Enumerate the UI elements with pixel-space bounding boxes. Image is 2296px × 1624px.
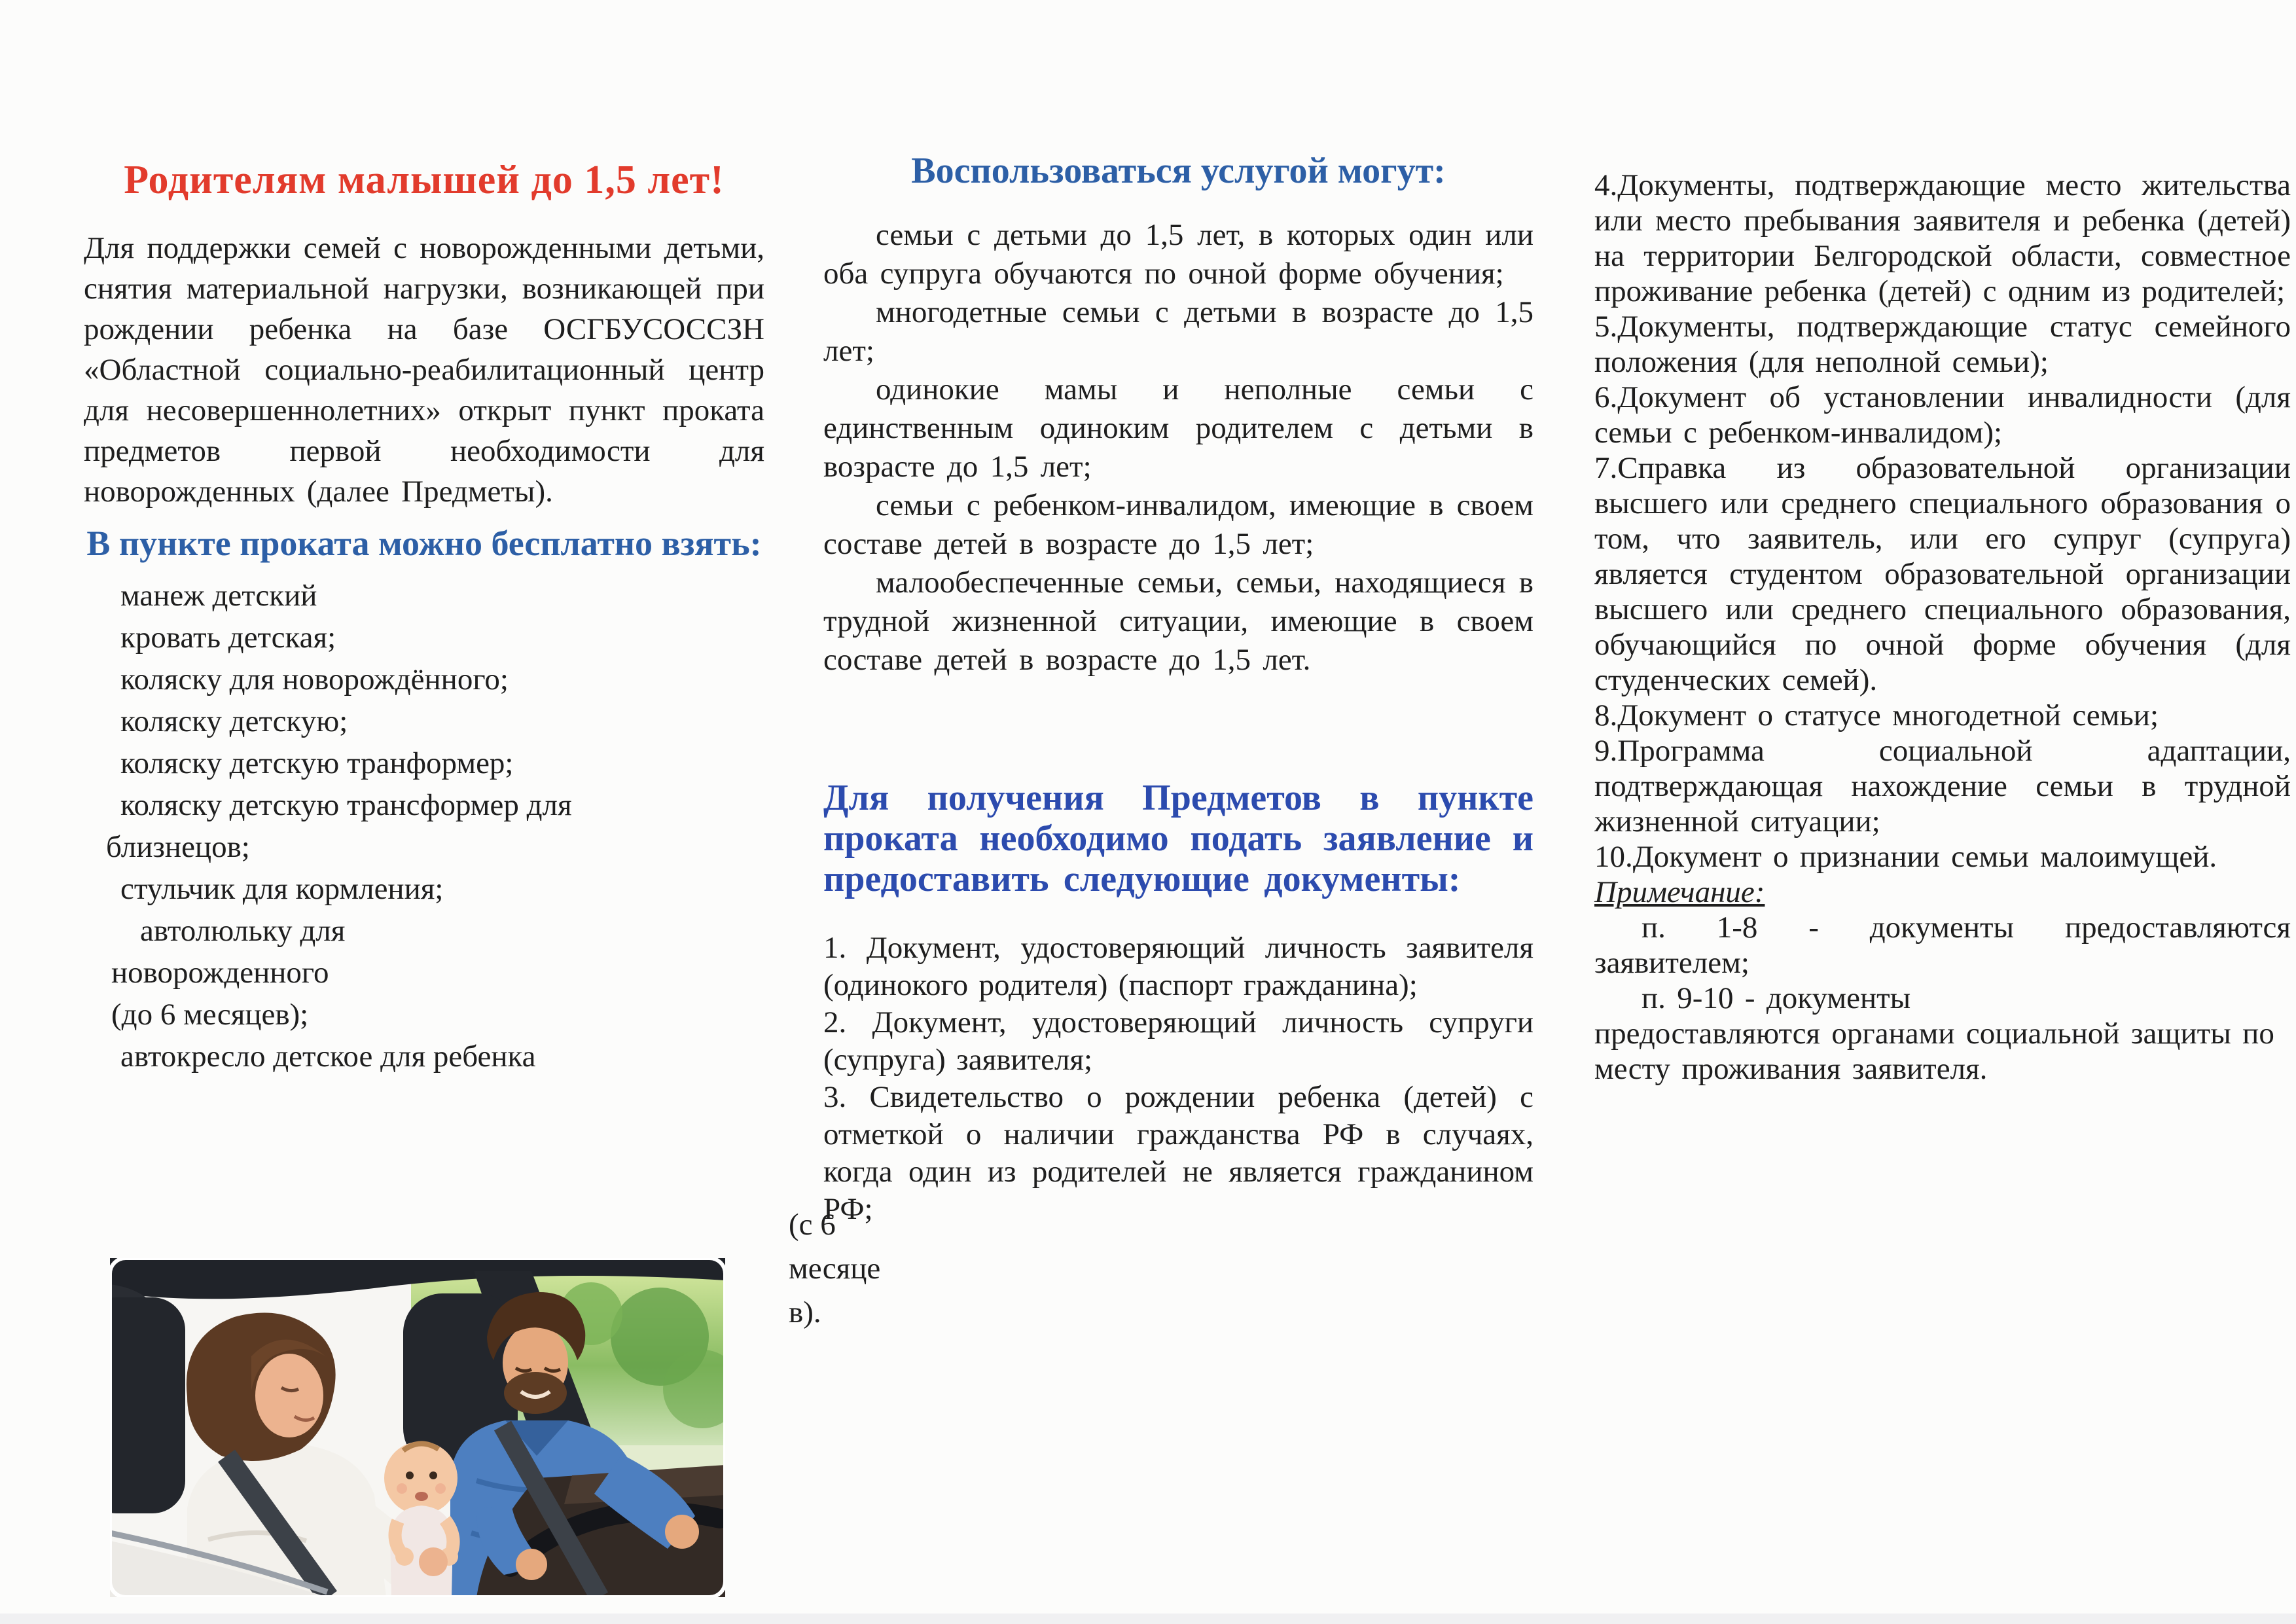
eligibility-paragraph: малообеспеченные семьи, семьи, находящиеся в трудной жизненной ситуации, имеющие в своем составе детей в возрасте до 1,5 лет. xyxy=(823,566,1534,677)
list-item: кровать детская; xyxy=(120,621,336,655)
family-in-car-illustration xyxy=(110,1258,725,1597)
document-item: 9.Программа социальной адаптации, подтверждающая нахождение семьи в трудной жизненной ситуации; xyxy=(1594,734,2291,839)
wrap-line: в). xyxy=(789,1295,821,1329)
note-line: предоставляются органами социальной защиты по месту проживания заявителя. xyxy=(1594,1017,2274,1086)
list-item: коляску детскую транформер; xyxy=(120,746,514,780)
rental-items-heading: В пункте проката можно бесплатно взять: xyxy=(86,524,762,563)
document-item: 7.Справка из образовательной организации высшего или среднего специального образования о том, что заявитель, или его супруг (супруга) является студентом образовательной организации высшего или среднего специального образования, обучающийся по очной форме обучения (для студенческих семей). xyxy=(1594,451,2291,697)
family-in-car-photo xyxy=(110,1258,725,1597)
intro-paragraph: Для поддержки семей с новорожденными детьми, снятия материальной нагрузки, возникающей при рождении ребенка на базе ОСГБУСОССЗН «Областной социально-реабилитационный центр для несовершеннолетних» открыт пункт проката предметов первой необходимости для новорожденных (далее Предметы). xyxy=(84,231,764,509)
list-item: автолюльку для xyxy=(140,914,346,948)
list-item-continuation: близнецов; xyxy=(106,830,250,864)
list-item: коляску для новорождённого; xyxy=(120,662,509,696)
document-item: 10.Документ о признании семьи малоимущей. xyxy=(1594,840,2217,874)
list-item: коляску детскую; xyxy=(120,704,348,738)
rental-items-list xyxy=(84,575,764,1077)
eligibility-paragraph: семьи с детьми до 1,5 лет, в которых один или оба супруга обучаются по очной форме обучения; xyxy=(823,218,1534,291)
eligibility-paragraph: семьи с ребенком-инвалидом, имеющие в своем составе детей в возрасте до 1,5 лет; xyxy=(823,488,1534,561)
list-item: стульчик для кормления; xyxy=(120,872,444,906)
list-item-continuation: (до 6 месяцев); xyxy=(111,998,309,1032)
document-item: 8.Документ о статусе многодетной семьи; xyxy=(1594,698,2159,732)
note-line: п. 1-8 - документы предоставляются заявителем; xyxy=(1594,911,2291,980)
wrap-line: (с 6 xyxy=(789,1208,836,1242)
document-item: 1. Документ, удостоверяющий личность заявителя (одинокого родителя) (паспорт гражданина); xyxy=(823,931,1534,1002)
wrap-line: месяце xyxy=(789,1252,881,1286)
note-title: Примечание: xyxy=(1594,875,1765,909)
eligibility-heading: Воспользоваться услугой могут: xyxy=(911,151,1446,191)
page-title: Родителям малышей до 1,5 лет! xyxy=(124,158,725,202)
eligibility-paragraph: одинокие мамы и неполные семьи с единственным одиноким родителем с детьми в возрасте до 1,5 лет; xyxy=(823,372,1534,484)
document-item: 4.Документы, подтверждающие место жительства или место пребывания заявителя и ребенка (детей) на территории Белгородской области, совместное проживание ребенка (детей) с одним из родителей; xyxy=(1594,168,2291,308)
list-item: коляску детскую трансформер для xyxy=(120,788,572,822)
scan-edge xyxy=(0,1614,2296,1624)
eligibility-paragraph: многодетные семьи с детьми в возрасте до 1,5 лет; xyxy=(823,295,1534,368)
document-item: 3. Свидетельство о рождении ребенка (детей) с отметкой о наличии гражданства РФ в случаях, когда один из родителей не является гражданином РФ; xyxy=(823,1080,1534,1226)
column-right xyxy=(1594,168,2291,1087)
column-left xyxy=(84,156,764,1077)
document-item: 6.Документ об установлении инвалидности (для семьи с ребенком-инвалидом); xyxy=(1594,380,2291,450)
list-item: автокресло детское для ребенка xyxy=(120,1039,536,1074)
note-line: п. 9-10 - документы xyxy=(1641,981,1911,1015)
document-item: 2. Документ, удостоверяющий личность супруги (супруга) заявителя; xyxy=(823,1005,1534,1077)
column-middle xyxy=(823,149,1534,1228)
list-item: манеж детский xyxy=(120,579,317,613)
list-item-continuation: новорожденного xyxy=(111,956,329,990)
documents-heading: Для получения Предметов в пункте проката необходимо подать заявление и предоставить следующие документы: xyxy=(823,778,1534,899)
document-item: 5.Документы, подтверждающие статус семейного положения (для неполной семьи); xyxy=(1594,310,2291,379)
